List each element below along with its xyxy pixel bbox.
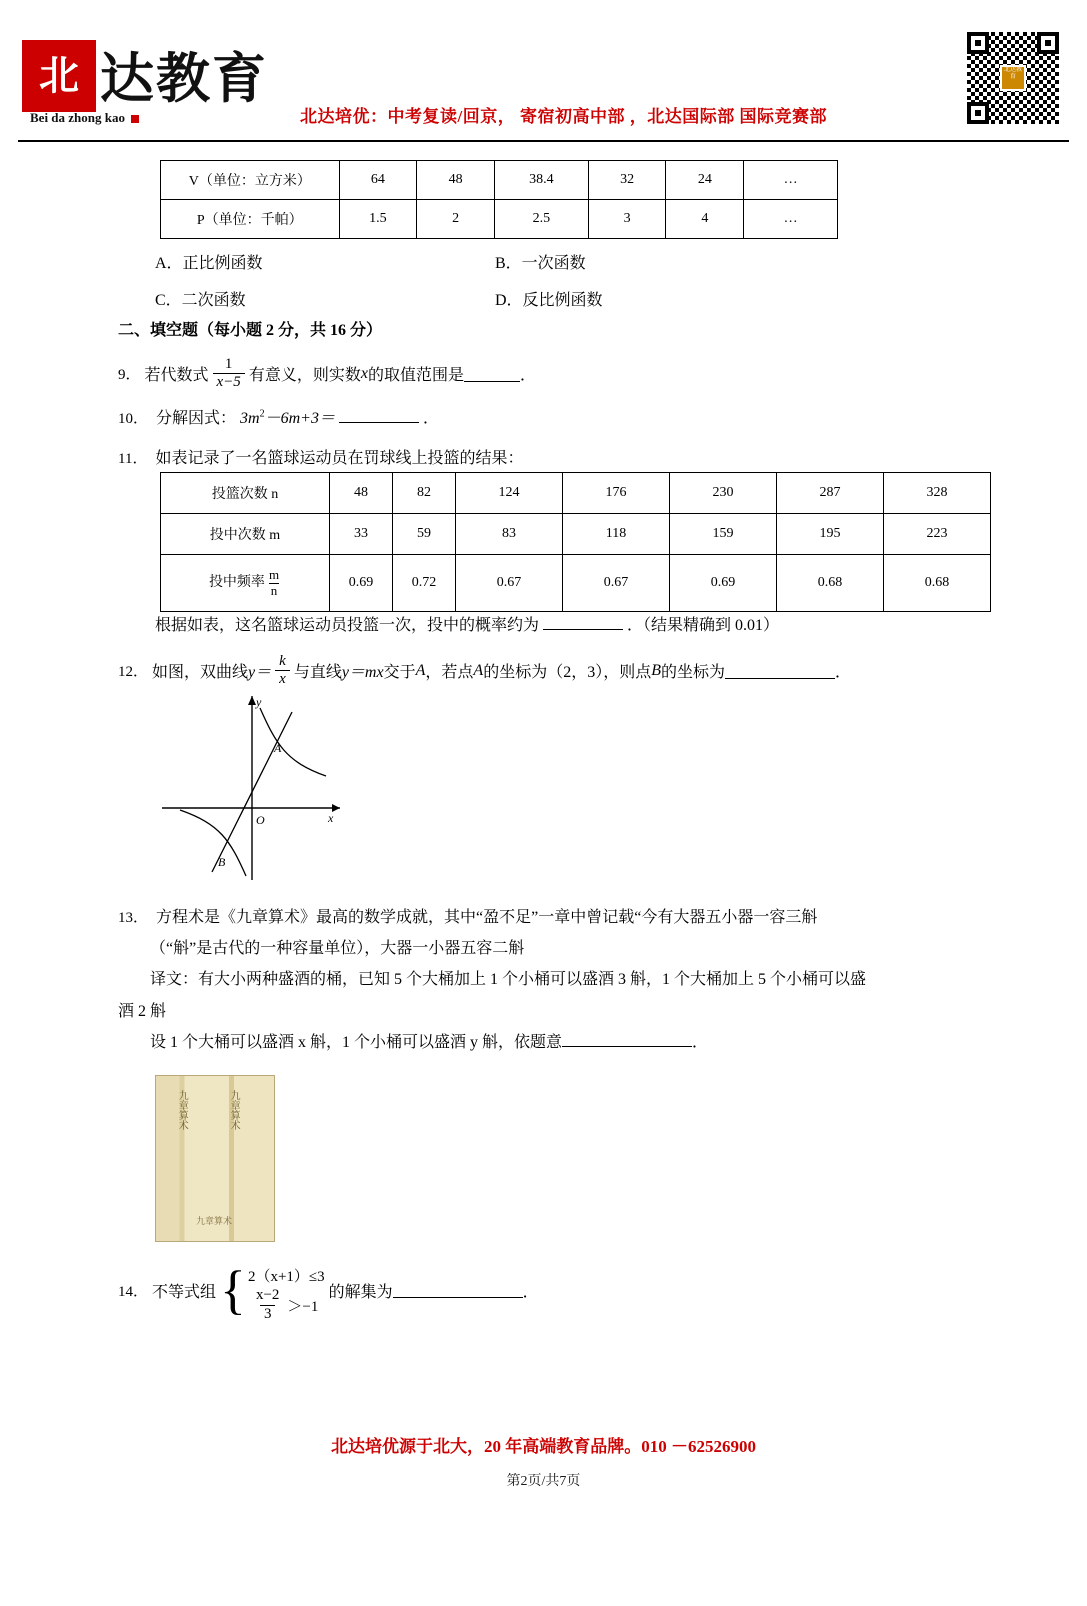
cell: 48 bbox=[417, 161, 495, 200]
question-13-text-4: 酒 2 斛 bbox=[118, 1002, 167, 1020]
question-9 bbox=[118, 356, 536, 392]
hyperbola-line-graph bbox=[150, 690, 400, 890]
fraction-denominator: x−5 bbox=[213, 373, 245, 391]
question-12-text-4: ，若点 bbox=[425, 664, 474, 682]
question-11-number: 11． bbox=[118, 451, 148, 467]
cell: 0.68 bbox=[884, 555, 991, 612]
svg-text:x: x bbox=[328, 811, 334, 825]
question-11-note-after: ．（结果精确到 0.01） bbox=[627, 617, 780, 634]
cell: 32 bbox=[588, 161, 666, 200]
question-12-text-5: 的坐标为（2，3），则点 bbox=[483, 664, 652, 682]
question-12-text-6: 的坐标为 bbox=[660, 664, 725, 682]
choice-d[interactable]: D．反比例函数 bbox=[495, 292, 603, 309]
cell: 328 bbox=[884, 473, 991, 514]
cell: … bbox=[744, 161, 838, 200]
cell: 195 bbox=[777, 514, 884, 555]
question-13-text-5 bbox=[150, 1027, 998, 1058]
question-13-text-1: 方程术是《九章算术》最高的数学成就，其中“盈不足”一章中曾记载“今有大器五小器一容三斛 bbox=[156, 909, 818, 926]
point-a: A bbox=[415, 661, 426, 679]
inequality-rows bbox=[248, 1260, 325, 1320]
table-row bbox=[161, 555, 991, 612]
qr-eye-tr bbox=[1037, 32, 1059, 54]
question-10-expr-2: －6m+3＝ bbox=[264, 410, 335, 427]
point-a-2: A bbox=[473, 661, 484, 679]
fraction-1-over-x-minus-5 bbox=[213, 356, 245, 392]
book-label: 九章算术 bbox=[195, 1216, 232, 1226]
row-label-frequency bbox=[161, 555, 330, 612]
cell: 0.69 bbox=[330, 555, 393, 612]
row-label-attempts: 投篮次数 n bbox=[161, 473, 330, 514]
cell: 4 bbox=[666, 200, 744, 239]
logo-pinyin bbox=[30, 110, 139, 126]
book-spine-title-left: 九章算术 bbox=[176, 1090, 188, 1130]
fraction-denominator: x bbox=[275, 670, 290, 688]
cell: … bbox=[744, 200, 838, 239]
inequality-2-tail: ＞−1 bbox=[287, 1298, 319, 1315]
fraction-denominator: n bbox=[270, 582, 278, 598]
row-label-volume: V（单位：立方米） bbox=[161, 161, 340, 200]
choice-row bbox=[155, 287, 915, 310]
choice-c[interactable]: C．二次函数 bbox=[155, 292, 246, 309]
inequality-2 bbox=[248, 1287, 325, 1322]
book-spine-title-right: 九章算术 bbox=[228, 1090, 240, 1130]
graph-svg bbox=[150, 690, 400, 890]
choice-b[interactable]: B．一次函数 bbox=[495, 255, 586, 272]
cell: 0.69 bbox=[670, 555, 777, 612]
svg-text:B: B bbox=[218, 855, 226, 869]
question-13-text-2: （“斛”是古代的一种容量单位），大器一小器五容二斛 bbox=[150, 940, 525, 958]
cell: 0.67 bbox=[563, 555, 670, 612]
logo-seal-icon: 北 bbox=[22, 40, 96, 112]
fraction-numerator: m bbox=[268, 567, 280, 583]
question-9-period: ． bbox=[519, 367, 536, 385]
question-13-text-3: 译文：有大小两种盛酒的桶，已知 5 个大桶加上 1 个小桶可以盛酒 3 斛，1 个大桶加上 5 个小桶可以盛 bbox=[150, 971, 867, 989]
question-9-number: 9． bbox=[118, 367, 141, 384]
fraction-k-over-x bbox=[275, 653, 290, 689]
table-volume-pressure bbox=[160, 160, 838, 239]
question-14-period: ． bbox=[522, 1283, 539, 1301]
cell: 38.4 bbox=[494, 161, 588, 200]
cell: 2.5 bbox=[494, 200, 588, 239]
fraction-x-minus-2-over-3 bbox=[252, 1287, 283, 1323]
logo-pinyin-text: Bei da zhong kao bbox=[30, 110, 125, 125]
fraction-m-over-n bbox=[267, 568, 281, 598]
nine-chapters-book-image bbox=[155, 1075, 275, 1242]
row-label-pressure: P（单位：千帕） bbox=[161, 200, 340, 239]
table-row bbox=[161, 514, 991, 555]
question-11-stem: 如表记录了一名篮球运动员在罚球线上投篮的结果： bbox=[155, 450, 524, 467]
cell: 159 bbox=[670, 514, 777, 555]
variable-x: x bbox=[360, 364, 368, 382]
fraction-denominator: 3 bbox=[260, 1305, 276, 1323]
question-14-text-before: 的解集为 bbox=[328, 1283, 393, 1301]
cell: 0.68 bbox=[777, 555, 884, 612]
question-11-note bbox=[155, 612, 779, 635]
cell: 2 bbox=[417, 200, 495, 239]
cell: 83 bbox=[456, 514, 563, 555]
table-row bbox=[161, 473, 991, 514]
logo-text: 达教育 bbox=[100, 46, 268, 110]
cell: 230 bbox=[670, 473, 777, 514]
question-13-period: ． bbox=[692, 1033, 709, 1051]
fraction-numerator: k bbox=[279, 653, 286, 669]
cell: 124 bbox=[456, 473, 563, 514]
cell: 64 bbox=[339, 161, 417, 200]
answer-blank-12[interactable] bbox=[725, 663, 835, 679]
cell: 176 bbox=[563, 473, 670, 514]
cell: 1.5 bbox=[339, 200, 417, 239]
answer-blank-13[interactable] bbox=[562, 1031, 692, 1047]
row-label-made: 投中次数 m bbox=[161, 514, 330, 555]
left-brace-icon: { bbox=[220, 1260, 246, 1320]
qr-eye-tl bbox=[967, 32, 989, 54]
table-basketball-stats bbox=[160, 472, 991, 612]
answer-blank-11[interactable] bbox=[543, 614, 623, 630]
header-tagline: 北达培优：中考复读/回京， 寄宿初高中部 ，北达国际部 国际竞赛部 bbox=[300, 107, 827, 126]
equation-lead: y＝ bbox=[248, 664, 272, 682]
question-12-text-2: 与直线 bbox=[293, 664, 342, 682]
question-9-text-2: 有意义，则实数 bbox=[248, 367, 361, 385]
header-divider bbox=[18, 140, 1069, 142]
question-10-number: 10． bbox=[118, 411, 149, 427]
cell: 223 bbox=[884, 514, 991, 555]
choice-a[interactable]: A．正比例函数 bbox=[155, 255, 263, 272]
logo-square-icon bbox=[131, 115, 139, 123]
choice-row bbox=[155, 250, 915, 273]
question-13-number: 13． bbox=[118, 910, 149, 926]
cell: 118 bbox=[563, 514, 670, 555]
cell: 287 bbox=[777, 473, 884, 514]
svg-text:A: A bbox=[274, 741, 282, 755]
answer-blank-9[interactable] bbox=[464, 366, 520, 382]
svg-text:y: y bbox=[256, 695, 262, 709]
cell: 48 bbox=[330, 473, 393, 514]
cell: 24 bbox=[666, 161, 744, 200]
inequality-1: 2（x+1）≤3 bbox=[247, 1268, 325, 1285]
question-14-number: 14． bbox=[118, 1283, 149, 1300]
row-label-frequency-text: 投中频率 bbox=[208, 575, 265, 591]
answer-blank-14[interactable] bbox=[393, 1282, 523, 1298]
question-9-text-1: 若代数式 bbox=[144, 367, 209, 385]
table-row bbox=[161, 161, 838, 200]
point-b: B bbox=[651, 661, 661, 679]
cell: 0.67 bbox=[456, 555, 563, 612]
question-12-text-1: 如图，双曲线 bbox=[152, 664, 249, 682]
cell: 82 bbox=[393, 473, 456, 514]
question-12 bbox=[118, 653, 851, 689]
answer-blank-10[interactable] bbox=[339, 407, 419, 423]
question-14-label: 不等式组 bbox=[152, 1283, 217, 1301]
question-13-text-5a: 设 1 个大桶可以盛酒 x 斛，1 个小桶可以盛酒 y 斛，依题意 bbox=[150, 1033, 563, 1051]
question-10-exponent: 2 bbox=[259, 408, 265, 420]
question-12-text-3: 交于 bbox=[383, 664, 416, 682]
fraction-numerator: 1 bbox=[224, 356, 233, 372]
equation-line: y＝mx bbox=[341, 664, 384, 682]
question-13 bbox=[118, 902, 998, 1058]
section-title-fill-blank: 二、填空题（每小题 2 分，共 16 分） bbox=[118, 322, 383, 339]
qr-eye-bl bbox=[967, 102, 989, 124]
footer-promo: 北达培优源于北大，20 年高端教育品牌。010 －62526900 bbox=[331, 1437, 756, 1456]
cell: 59 bbox=[393, 514, 456, 555]
question-10 bbox=[118, 405, 439, 428]
question-10-text: 分解因式： bbox=[156, 410, 237, 427]
cell: 0.72 bbox=[393, 555, 456, 612]
question-10-period: ． bbox=[422, 410, 439, 427]
qr-center-logo: 北达教育 bbox=[1000, 65, 1026, 91]
question-12-number: 12． bbox=[118, 664, 149, 681]
footer-page-number: 第2页/共7页 bbox=[506, 1474, 581, 1489]
page-header bbox=[0, 0, 1087, 145]
qr-code-icon bbox=[967, 32, 1059, 124]
question-9-text-3: 的取值范围是 bbox=[367, 367, 464, 385]
svg-text:O: O bbox=[256, 813, 265, 827]
question-12-period: ． bbox=[835, 664, 852, 682]
choice-list bbox=[155, 250, 915, 324]
cell: 3 bbox=[588, 200, 666, 239]
question-10-expr-1: 3m bbox=[240, 410, 260, 427]
question-14 bbox=[118, 1260, 539, 1320]
brand-logo bbox=[22, 38, 292, 126]
table-row bbox=[161, 200, 838, 239]
cell: 33 bbox=[330, 514, 393, 555]
fraction-numerator: x−2 bbox=[255, 1287, 280, 1304]
question-11-note-before: 根据如表，这名篮球运动员投篮一次，投中的概率约为 bbox=[155, 617, 540, 634]
question-11 bbox=[118, 445, 523, 468]
question-13-line-1 bbox=[118, 902, 998, 933]
inequality-system bbox=[220, 1260, 325, 1320]
